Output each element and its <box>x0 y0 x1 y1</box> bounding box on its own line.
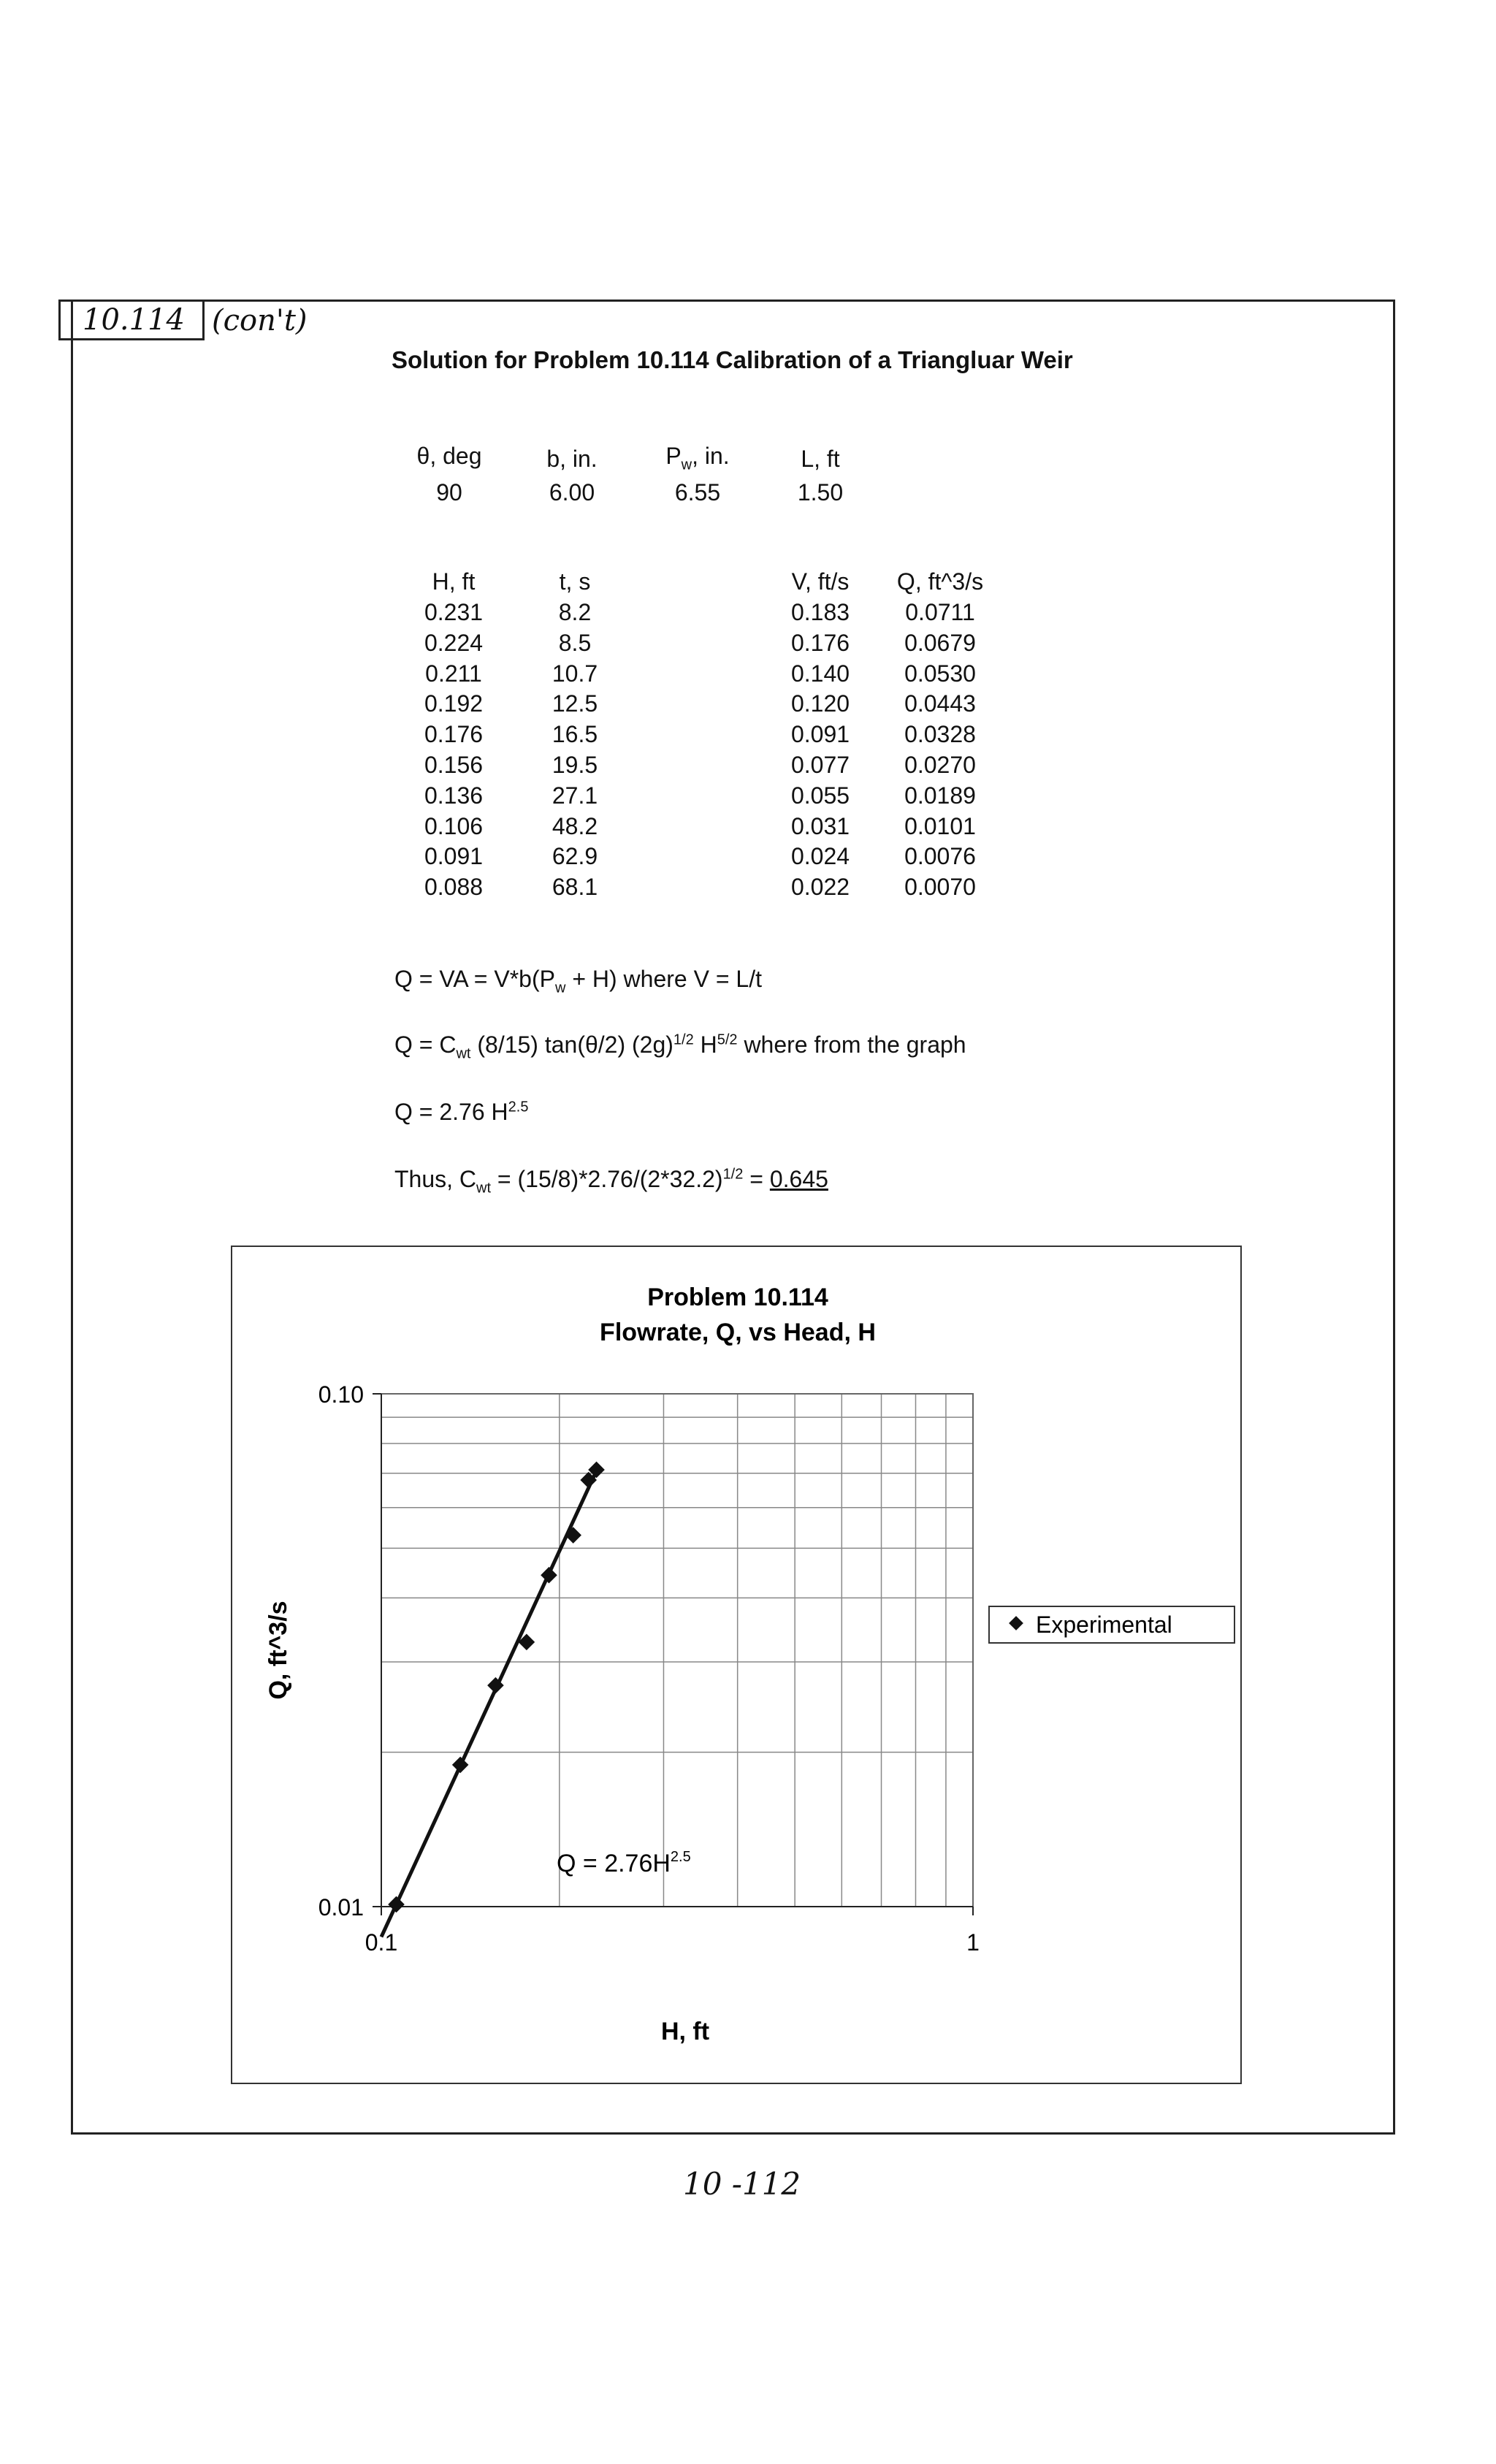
data-point <box>541 1567 557 1584</box>
table-cell: 62.9 <box>552 843 598 870</box>
equation-fit: Q = 2.76 $H^{2.5}$ <box>394 1099 529 1125</box>
equation-weir: $Q = C_{wt}$ (8/15) tan(θ/2) $(2g)^{1/2}$ $H^{5/2}$ where from the graph <box>394 1031 966 1062</box>
data-point <box>452 1757 469 1774</box>
y-axis-label: Q, ft^3/s <box>264 1601 292 1700</box>
y-tick-label-top: 0.10 <box>318 1381 364 1408</box>
table-cell: 0.156 <box>424 752 484 778</box>
table-cell: 0.120 <box>790 690 850 717</box>
table-cell: 0.091 <box>424 843 484 870</box>
page-title: Solution for Problem 10.114 Calibration of a Triangluar Weir <box>392 346 1073 373</box>
table-cell: 12.5 <box>552 690 598 717</box>
table-cell: 0.0711 <box>905 599 975 625</box>
param-value-pw: 6.55 <box>674 479 721 506</box>
table-cell: 0.0189 <box>904 782 976 809</box>
table-cell: 0.0076 <box>904 843 976 870</box>
table-cell: 0.0328 <box>904 721 976 748</box>
table-cell: 68.1 <box>552 874 598 901</box>
chart-subtitle: Flowrate, Q, vs Head, H <box>600 1319 876 1346</box>
table-cell: 0.088 <box>424 874 484 901</box>
continued-note: (con't) <box>212 304 308 337</box>
data-points <box>388 1462 605 1913</box>
table-cell: 0.211 <box>425 660 482 687</box>
chart-grid <box>381 1394 973 1907</box>
table-cell: 10.7 <box>552 660 598 687</box>
param-value-l: 1.50 <box>797 479 844 506</box>
table-cell: 19.5 <box>552 752 598 778</box>
table-cell: 8.2 <box>558 599 592 625</box>
param-value-theta: 90 <box>436 479 462 506</box>
table-cell: 27.1 <box>552 782 598 809</box>
x-tick-label-right: 1 <box>966 1929 980 1956</box>
table-cell: 0.176 <box>790 629 850 656</box>
x-axis-label: H, ft <box>660 2018 710 2045</box>
equation-result: Thus, $C_{wt} = (15/8)*2.76/(2*32.2)^{1/2} = 0.645$ <box>394 1166 828 1197</box>
equation-continuity: Q = VA = $V*b(P_w + H)$ where V = L/t <box>394 966 762 996</box>
table-cell: 0.136 <box>424 782 484 809</box>
table-cell: 0.022 <box>790 874 850 901</box>
table-header-v: V, ft/s <box>791 568 850 595</box>
page-number: 10 -112 <box>683 2166 801 2202</box>
param-value-b: 6.00 <box>549 479 595 506</box>
table-cell: 0.140 <box>790 660 850 687</box>
param-header-theta: θ, deg <box>416 443 482 469</box>
table-cell: 0.183 <box>790 599 850 625</box>
param-header-b: b, in. <box>546 446 598 472</box>
y-tick-label-bottom: 0.01 <box>318 1894 364 1921</box>
problem-tag: 10.114 <box>58 300 205 340</box>
table-header-q: Q, ft^3/s <box>896 568 984 595</box>
table-cell: 0.055 <box>790 782 850 809</box>
table-cell: 0.0070 <box>904 874 976 901</box>
table-header-h: H, ft <box>432 568 476 595</box>
trendline-label: $Q = 2.76H^{2.5}$ <box>557 1849 691 1877</box>
table-cell: 0.024 <box>790 843 850 870</box>
table-cell: 0.231 <box>424 599 484 625</box>
table-cell: 8.5 <box>558 629 592 656</box>
chart-box <box>231 1246 1242 2084</box>
plot-area <box>381 1394 973 1907</box>
data-point <box>388 1896 405 1913</box>
table-cell: 0.224 <box>424 629 484 656</box>
chart-title: Problem 10.114 <box>647 1284 828 1311</box>
result-value: 0.645 <box>769 1166 828 1192</box>
table-cell: 16.5 <box>552 721 598 748</box>
x-tick-label-left: 0.1 <box>365 1929 398 1956</box>
table-cell: 0.0443 <box>904 690 976 717</box>
param-header-l: L, ft <box>801 446 840 472</box>
param-header-pw: $P_w$, in. <box>665 443 730 473</box>
table-cell: 0.0679 <box>904 629 976 656</box>
table-cell: 0.0270 <box>904 752 976 778</box>
table-cell: 0.0530 <box>904 660 976 687</box>
table-cell: 48.2 <box>552 812 598 839</box>
chart <box>232 1247 1240 2083</box>
table-cell: 0.077 <box>790 752 850 778</box>
table-header-t: t, s <box>559 568 591 595</box>
table-cell: 0.031 <box>790 812 850 839</box>
table-cell: 0.091 <box>790 721 850 748</box>
legend-label: Experimental <box>1036 1611 1172 1638</box>
table-cell: 0.106 <box>424 812 484 839</box>
table-cell: 0.176 <box>424 721 484 748</box>
table-cell: 0.0101 <box>904 812 976 839</box>
table-cell: 0.192 <box>424 690 484 717</box>
